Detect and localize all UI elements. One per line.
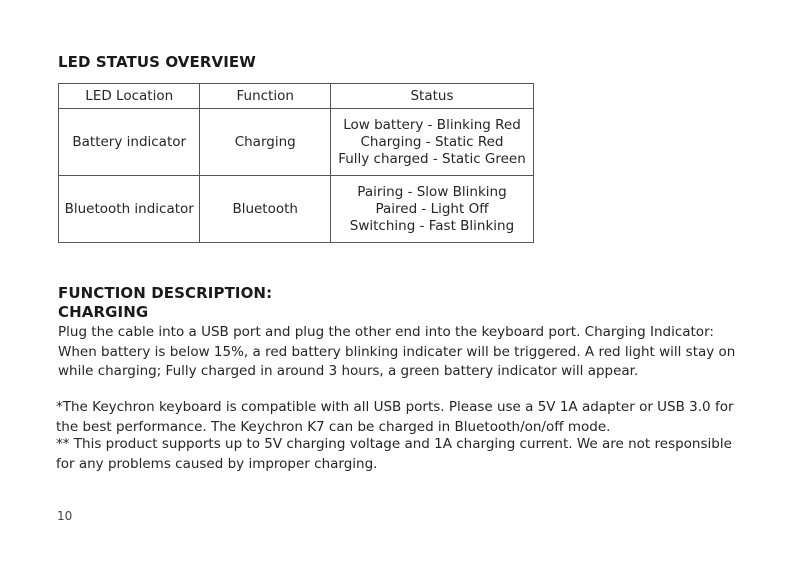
charging-heading: CHARGING bbox=[58, 303, 149, 321]
table-row bbox=[59, 176, 534, 243]
cell-location: Battery indicator bbox=[59, 109, 200, 176]
status-line: Paired - Light Off bbox=[375, 200, 489, 217]
compatibility-note: *The Keychron keyboard is compatible with all USB ports. Please use a 5V 1A adapter or USB 3.0 for the best performance. The Keychron K7 can be charged in Bluetooth/on/off mode. bbox=[56, 399, 734, 435]
charging-description: Plug the cable into a USB port and plug the other end into the keyboard port. Charging Indicator: When battery is below 15%, a red battery blinking indicater will be triggered. A red light will stay on while charging; Fully charged in around 3 hours, a green battery indicator will appear. bbox=[58, 324, 736, 379]
status-line: Charging - Static Red bbox=[360, 133, 504, 150]
status-line: Switching - Fast Blinking bbox=[349, 217, 515, 234]
cell-status bbox=[330, 176, 533, 243]
cell-status bbox=[330, 109, 533, 176]
header-status: Status bbox=[330, 84, 533, 109]
table-header-row bbox=[59, 84, 534, 109]
header-led-location: LED Location bbox=[59, 84, 200, 109]
function-description-heading: FUNCTION DESCRIPTION: bbox=[58, 284, 273, 302]
status-line: Low battery - Blinking Red bbox=[343, 116, 521, 133]
table-row bbox=[59, 109, 534, 176]
led-status-overview-heading: LED STATUS OVERVIEW bbox=[58, 53, 256, 71]
header-function: Function bbox=[200, 84, 331, 109]
cell-location: Bluetooth indicator bbox=[59, 176, 200, 243]
page-number: 10 bbox=[57, 509, 73, 523]
led-status-table bbox=[58, 83, 534, 243]
cell-function: Charging bbox=[200, 109, 331, 176]
charging-limits-note: ** This product supports up to 5V charging voltage and 1A charging current. We are not responsible for any problems caused by improper charging. bbox=[56, 436, 732, 472]
cell-function: Bluetooth bbox=[200, 176, 331, 243]
status-line: Fully charged - Static Green bbox=[338, 150, 526, 167]
status-line: Pairing - Slow Blinking bbox=[357, 183, 507, 200]
